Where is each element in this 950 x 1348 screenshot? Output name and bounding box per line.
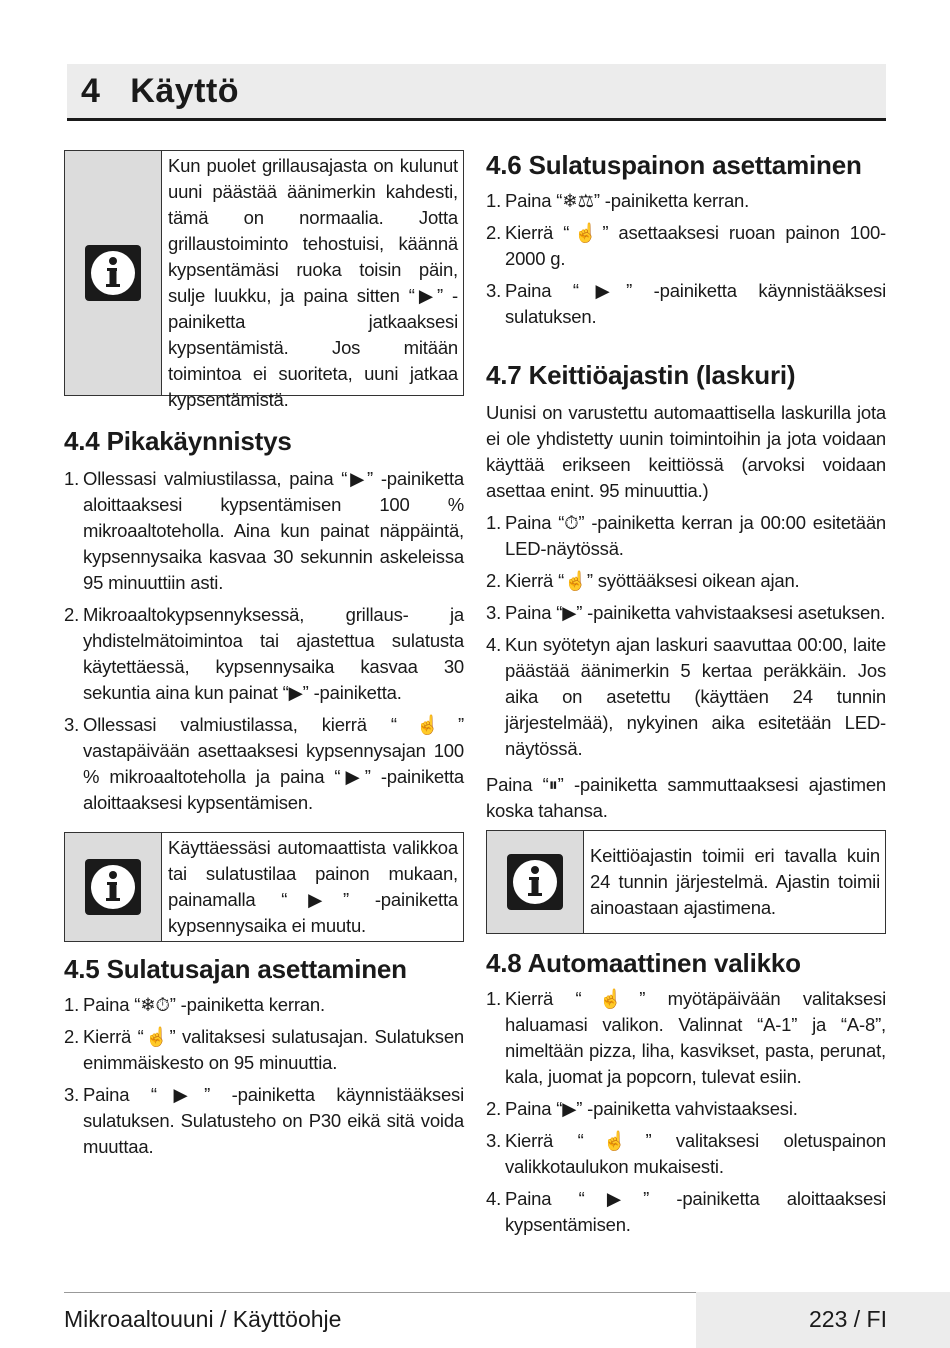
section-heading-4-6: 4.6 Sulatuspainon asettaminen [486, 150, 862, 180]
list-item: 2. Paina “▶” -painiketta vahvistaaksesi. [486, 1098, 798, 1119]
list-item: 3. Paina “▶” -painiketta käynnistääksesi sulatuksen. Sulatusteho on P30 eikä sitä voida muuttaa. [64, 1084, 464, 1157]
chapter-title [81, 70, 239, 112]
info-icon [85, 245, 141, 301]
list-item: 3. Ollessasi valmiustilassa, kierrä “☝” vastapäivään asettaaksesi kypsennysajan 100 % mikroaaltoteholla ja paina “▶” -painiketta aloittaaksesi kypsentämisen. [64, 714, 464, 813]
info-note-text: Keittiöajastin toimii eri tavalla kuin 24 tunnin järjestelmä. Ajastin toimii ainoastaan ajastimena. [590, 845, 880, 918]
info-icon-cell [65, 151, 162, 395]
section-intro: Uunisi on varustettu automaattisella laskurilla jota ei ole yhdistetty uunin toimintoihin ja jota voidaan käyttää erikseen keittiössä (arvoksi voidaan asettaa enint. 95 minuuttia.) [486, 402, 886, 501]
footer-document-title: Mikroaaltouuni / Käyttöohje [64, 1306, 342, 1332]
section-heading-4-7: 4.7 Keittiöajastin (laskuri) [486, 360, 796, 390]
info-note [486, 830, 886, 934]
chapter-header [67, 64, 886, 121]
list-item: 2. Kierrä “☝” syöttääksesi oikean ajan. [486, 570, 800, 591]
list-item: 2. Kierrä “☝” asettaaksesi ruoan painon 100-2000 g. [486, 222, 886, 269]
steps-4-4 [64, 466, 464, 816]
info-icon [507, 854, 563, 910]
list-item: 2. Mikroaaltokypsennyksessä, grillaus- ja yhdistelmätoimintoa tai ajastettua sulatusta käytettäessä, kypsennysaika kasvaa 30 sekuntia aina kun painat “▶” -painiketta. [64, 604, 464, 703]
info-icon-cell [65, 833, 162, 941]
footer-page-box [696, 1292, 950, 1348]
info-icon [85, 859, 141, 915]
list-item: 1. Ollessasi valmiustilassa, paina “▶” -painiketta aloittaaksesi kypsentämisen 100 % mikroaaltoteholla. Aina kun painat näppäintä, kypsennysaika kasvaa 30 sekunnin askeleissa 95 minuuttiin asti. [64, 468, 464, 593]
section-heading-4-5: 4.5 Sulatusajan asettaminen [64, 954, 407, 984]
list-item: 3. Kierrä “☝” valitaksesi oletuspainon valikkotaulukon mukaisesti. [486, 1130, 886, 1177]
info-note [64, 150, 464, 410]
chapter-number: 4 [81, 72, 101, 110]
section-heading-4-4: 4.4 Pikakäynnistys [64, 426, 292, 456]
steps-4-7 [486, 510, 886, 762]
info-note-text: Käyttäessäsi automaattista valikkoa tai sulatustilaa painon mukaan, painamalla “▶” -painiketta kypsennysaika ei muutu. [168, 837, 458, 936]
list-item: 1. Paina “⏱” -painiketta kerran ja 00:00 esitetään LED-näytössä. [486, 512, 886, 559]
section-heading-4-8: 4.8 Automaattinen valikko [486, 948, 801, 978]
list-item: 1. Paina “❄⏱” -painiketta kerran. [64, 994, 325, 1015]
footer-divider [64, 1292, 696, 1293]
list-item: 3. Paina “▶” -painiketta vahvistaaksesi asetuksen. [486, 602, 886, 623]
list-item: 3. Paina “▶” -painiketta käynnistääksesi sulatuksen. [486, 280, 886, 327]
info-note [64, 832, 464, 942]
list-item: 2. Kierrä “☝” valitaksesi sulatusajan. Sulatuksen enimmäiskesto on 95 minuuttia. [64, 1026, 464, 1073]
steps-4-6 [486, 188, 886, 330]
info-note-text: Kun puolet grillausajasta on kulunut uuni päästää äänimerkin kahdesti, tämä on normaalia. Jotta grillaustoiminto tehostuisi, käännä kypsentämäsi ruoka toisin päin, sulje luukku, ja paina sitten “▶” -painiketta jatkaaksesi kypsentämistä. Jos mitään toimintoa ei suoriteta, uuni jatkaa kypsentämistä. [168, 155, 458, 410]
chapter-name: Käyttö [130, 72, 240, 110]
page-number: 223 / FI [809, 1306, 887, 1332]
list-item: 1. Paina “❄⚖” -painiketta kerran. [486, 190, 750, 211]
list-item: 4. Paina “▶” -painiketta aloittaaksesi kypsentämisen. [486, 1188, 886, 1235]
steps-4-8 [486, 986, 886, 1238]
section-outro: Paina “⏸” -painiketta sammuttaaksesi ajastimen koska tahansa. [486, 774, 886, 821]
list-item: 1. Kierrä “☝” myötäpäivään valitaksesi haluamasi valikon. Valinnat “A-1” ja “A-8”, nimeltään pizza, liha, kasvikset, pasta, perunat, kala, juomat ja popcorn, tulevat esiin. [486, 988, 886, 1087]
left-column [64, 150, 464, 1166]
info-icon-cell [487, 831, 584, 933]
right-column [486, 150, 886, 1244]
steps-4-5 [64, 992, 464, 1160]
list-item: 4. Kun syötetyn ajan laskuri saavuttaa 00:00, laite päästää äänimerkin 5 kertaa peräkkäin. Jos aika on asetettu (käyttäen 24 tunnin järjestelmää), nykyinen aika esitetään LED-näytössä. [486, 634, 886, 759]
